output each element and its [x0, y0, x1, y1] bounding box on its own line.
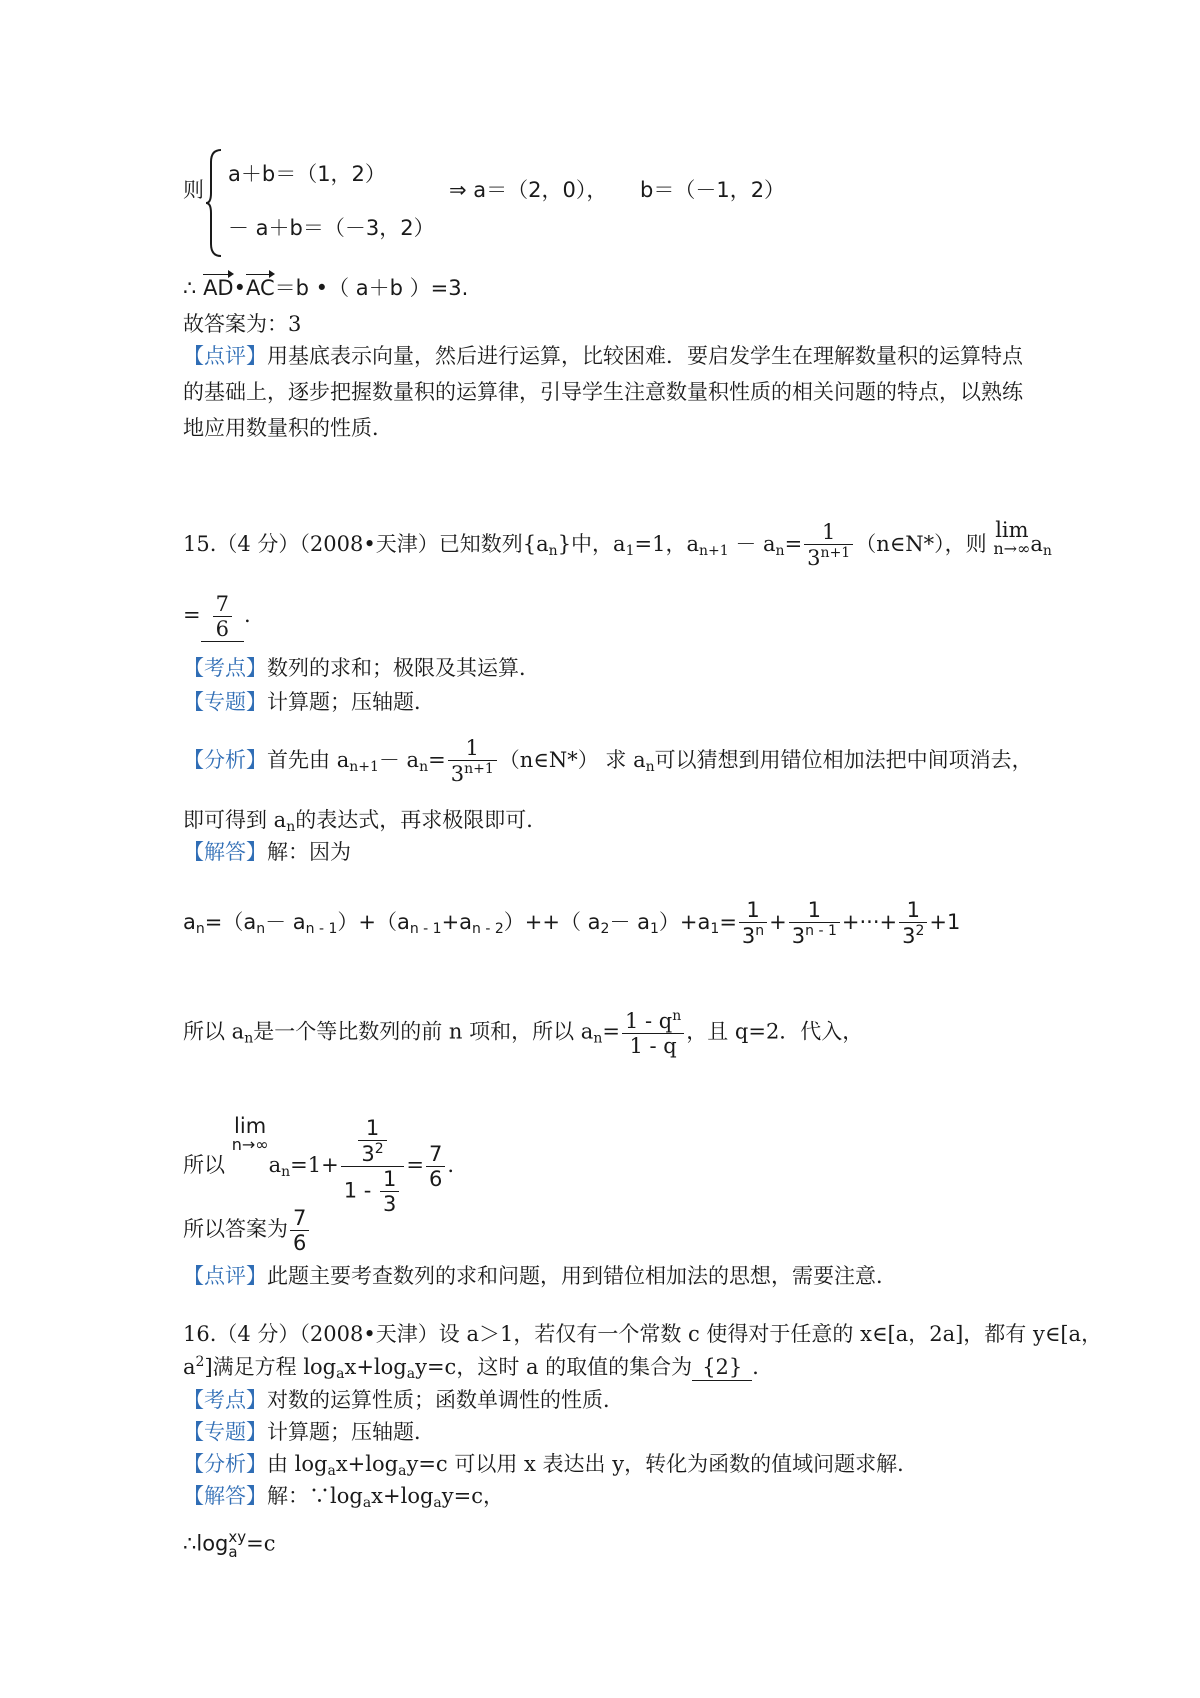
review-tag: 【点评】	[183, 344, 267, 368]
solution-b: b＝（－1，2）	[640, 178, 786, 202]
fenxi-15-cont: 即可得到 $a_n$的表达式，再求极限即可．	[183, 808, 548, 835]
question-16: 16.（4 分）（2008•天津）设 a＞1，若仅有一个常数 c 使得对于任意的 x∈[a，2a]，都有 y∈[a，	[183, 1322, 1103, 1346]
limit: lim n→∞	[993, 518, 1031, 558]
jieda-16: 【解答】解：$\because\log_ax+\log_ay=c$，	[183, 1484, 505, 1511]
fraction: $\frac{1}{3^{n+1}}$	[804, 520, 853, 570]
review-14: 【点评】用基底表示向量，然后进行运算，比较困难．要启发学生在理解数量积的运算特点的基础上，逐步把握数量积的运算律，引导学生注意数量积性质的相关问题的特点，以熟练地应用数量积的性质．	[183, 344, 1023, 440]
zhuanti-15: 【专题】计算题；压轴题．	[183, 690, 435, 714]
geometric-line: 所以 $a_n$是一个等比数列的前 n 项和，所以 $a_n=$ $\frac{1 - q^n}{1 - q}$ ，且 q=2．代入，	[183, 1008, 864, 1059]
log-line-16: ∴log xy a =c	[183, 1528, 276, 1561]
kaodian-15: 【考点】数列的求和；极限及其运算．	[183, 656, 540, 680]
answer-14: 故答案为：3	[183, 312, 302, 336]
vector-ad: AD	[203, 276, 234, 300]
vector-ac: AC	[246, 276, 275, 300]
answer-15: = $\frac{7}{6}$ .	[183, 592, 251, 642]
ze-label: 则	[183, 178, 204, 202]
solution-a: ⇒ a＝（2，0），	[449, 178, 608, 202]
system-eq-1: a＋b＝（1，2）	[228, 162, 386, 186]
zhuanti-16: 【专题】计算题；压轴题．	[183, 1420, 435, 1444]
answer-blank-16: {2}	[692, 1355, 752, 1381]
limit-line: 所以 lim n→∞ $a_n=1+$ $\frac{1}{3^2}$ 1 - $\frac{1}{3}$ = $\frac{7}{6}$ .	[183, 1114, 455, 1217]
kaodian-16: 【考点】对数的运算性质；函数单调性的性质．	[183, 1388, 624, 1412]
question-16-cont: $a^2$]满足方程 $\log_ax+\log_ay=c$，这时 a 的取值的集合为 {2} ．	[183, 1354, 774, 1382]
fenxi-16: 【分析】由 $\log_ax+\log_ay=c$ 可以用 x 表达出 y，转化为函数的值域问题求解．	[183, 1452, 919, 1479]
jieda-15: 【解答】解：因为	[183, 840, 351, 864]
review-15: 【点评】此题主要考查数列的求和问题，用到错位相加法的思想，需要注意．	[183, 1264, 897, 1288]
dot-product-line: ∴ AD•AC＝b •（ a＋b ）=3.	[183, 276, 469, 300]
final-answer-15: 所以答案为 $\frac{7}{6}$	[183, 1206, 311, 1255]
fenxi-15: 【分析】首先由 $a_{n+1}- a_n=$ $\frac{1}{3^{n+1}}$ （n∈N*） 求 $a_n$可以猜想到用错位相加法把中间项消去，	[183, 736, 1033, 787]
brace-icon	[205, 148, 223, 258]
system-eq-2: － a＋b＝（－3，2）	[228, 216, 435, 240]
question-15: 15.（4 分）（2008•天津）已知数列$\{a_n\}$中，$a_1=1$，$a_{n+1} - a_n=$ $\frac{1}{3^{n+1}}$ （n∈N*），则 lim n→∞ $a_n$	[183, 518, 1052, 571]
sum-expansion: $a_n=(a_n- a_{n - 1})+(a_{n - 1}+a_{n - 2})++$（ $a_2- a_1)+a_1=$ $\frac{1}{3^n}$ + $\frac{1}{3^{n - 1}}$ +···+ $\frac{1}{3^2}$ +1	[183, 898, 961, 949]
